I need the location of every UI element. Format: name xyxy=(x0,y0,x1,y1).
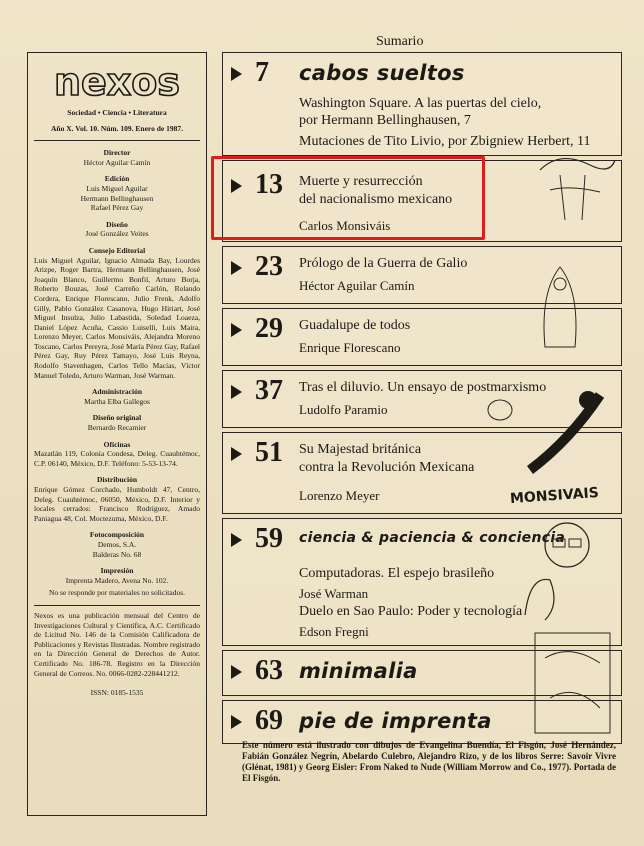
distribucion-text: Enrique Gómez Corchado, Humboldt 47, Centro, Deleg. Cuauhtémoc, 06050, México, D.F. Interior y locales cerrados: Francisco Rodríguez, Amado Paniagua 48, Col. Moctezuma, México, D.F. xyxy=(34,485,200,523)
disclaimer: No se responde por materiales no solicitados. xyxy=(48,588,185,598)
page-number: 7 xyxy=(255,57,269,88)
edicion-label: Edición xyxy=(104,174,130,184)
consejo-label: Consejo Editorial xyxy=(88,245,146,255)
about-text: Nexos es una publicación mensual del Centro de Investigaciones Cultural y Científica, A.C. Certificado de Licitud No. 146 de la Comisión Calificadora de Publicaciones y Revistas Ilustradas. Nombre registrado en la Dirección General de Derechos de Autor. Certificado No. 186-78. Registro en la Dirección General de Correos. No. 0066-0282-228441212. xyxy=(34,610,200,678)
fotocomposicion-name: Demos, S.A. xyxy=(97,539,137,549)
diseno-original-name: Bernardo Recamier xyxy=(87,423,147,433)
entry-title: Computadoras. El espejo brasileño xyxy=(299,566,495,581)
section-title: ciencia & paciencia & conciencia xyxy=(299,530,566,546)
arrow-icon xyxy=(231,447,242,461)
entry-author: José Warman xyxy=(299,586,369,601)
entry-author: Héctor Aguilar Camín xyxy=(299,278,415,293)
entry-author: Edson Fregni xyxy=(299,624,369,639)
section-title: minimalia xyxy=(299,659,418,683)
page-number: 59 xyxy=(255,523,283,554)
entry-title: Tras el diluvio. Un ensayo de postmarxismo xyxy=(299,380,547,395)
page-number: 51 xyxy=(255,437,283,468)
diseno-original-label: Diseño original xyxy=(92,413,142,423)
edicion-name: Rafael Pérez Gay xyxy=(90,203,144,213)
issue-info: Año X. Vol. 10. Núm. 109. Enero de 1987. xyxy=(51,123,183,133)
masthead-column xyxy=(27,52,207,816)
entry-title: Guadalupe de todos xyxy=(299,318,411,333)
illustration-credits: Este número está ilustrado con dibujos de Evangelina Buendía, El Fisgón, José Hernández, Fabián González Negrín, Abelardo Culebro, Alejandro Rizo, y de los libros Serre: Savoir Vivre (Glénat, 1981) y Georg Eisler: From Naked to Nude (William Morrow and Co., 1977). Portada de El Fisgón. xyxy=(242,740,616,783)
monsivais-caption: MONSIVAIS xyxy=(509,484,600,508)
tagline: Sociedad • Ciencia • Literatura xyxy=(67,108,167,117)
selection-highlight xyxy=(211,156,485,240)
section-title: pie de imprenta xyxy=(299,709,492,733)
arrow-icon xyxy=(231,67,242,81)
page-number: 37 xyxy=(255,375,283,406)
entry-title: Mutaciones de Tito Livio, por Zbigniew Herbert, 11 xyxy=(299,134,591,149)
cowboy-sketch-icon xyxy=(520,130,620,230)
diseno-label: Diseño xyxy=(106,219,128,229)
admin-name: Martha Elba Gallegos xyxy=(84,396,150,406)
toc-title: Sumario xyxy=(376,34,424,49)
oficinas-label: Oficinas xyxy=(103,439,131,449)
director-label: Director xyxy=(103,148,131,158)
fotocomposicion-address: Balderas No. 68 xyxy=(92,549,142,559)
arrow-icon xyxy=(231,665,242,679)
impresion-text: Imprenta Madero, Avena No. 102. xyxy=(65,575,169,585)
edicion-name: Luis Miguel Aguilar xyxy=(86,183,148,193)
entry-author: Enrique Florescano xyxy=(299,340,401,355)
issn: ISSN: 0185-1535 xyxy=(90,688,144,698)
entry-author: Lorenzo Meyer xyxy=(299,488,380,503)
diseno-name: José González Veites xyxy=(85,229,149,239)
nexos-logo xyxy=(47,61,187,105)
page-number: 69 xyxy=(255,705,283,736)
skeleton-sketch-icon xyxy=(530,628,615,738)
director-name: Héctor Aguilar Camín xyxy=(83,157,151,167)
entry-title: Washington Square. A las puertas del cielo, xyxy=(299,96,542,111)
figures-sketch-icon xyxy=(470,380,610,490)
virgin-sketch-icon xyxy=(525,262,595,352)
oficinas-text: Mazatlán 119, Colonia Condesa, Deleg. Cuauhtémoc, C.P. 06140, México, D.F. Teléfono: 5-53-13-74. xyxy=(34,449,200,468)
fotocomposicion-label: Fotocomposición xyxy=(89,530,145,540)
distribucion-label: Distribución xyxy=(96,475,137,485)
page-number: 63 xyxy=(255,655,283,686)
section-title: cabos sueltos xyxy=(299,61,465,85)
arrow-icon xyxy=(231,385,242,399)
entry-title: del nacionalismo mexicano xyxy=(299,192,453,207)
page-number: 13 xyxy=(255,169,283,200)
impresion-label: Impresión xyxy=(100,566,134,576)
entry-title: Prólogo de la Guerra de Galio xyxy=(299,256,468,271)
entry-title: contra la Revolución Mexicana xyxy=(299,460,475,475)
page-number: 29 xyxy=(255,313,283,344)
edicion-name: Hermann Bellinghausen xyxy=(80,193,154,203)
arrow-icon xyxy=(231,715,242,729)
entry-title: Muerte y resurrección xyxy=(299,174,423,189)
arrow-icon xyxy=(231,261,242,275)
arrow-icon xyxy=(231,533,242,547)
entry-title: Duelo en Sao Paulo: Poder y tecnología xyxy=(299,604,523,619)
svg-text:nexos: nexos xyxy=(53,61,181,104)
entry-author: Ludolfo Paramio xyxy=(299,402,388,417)
consejo-names: Luis Miguel Aguilar, Ignacio Almada Bay, Lourdes Arizpe, Roger Bartra, Hermann Bellinghausen, José Joaquín Blanco, Guillermo Bonfil, Arturo Borja, Roberto Bouzas, José Carreño Carlón, Rolando Cordera, Enrique Florescano, Julio Frenk, Adolfo Gilly, Pablo González Casanova, Hugo Hiriart, José Miguel Insulza, Julio Labastida, Soledad Loaeza, Daniel López Acuña, Cassio Luiselli, Luis Maira, Lorenzo Meyer, Carlos Monsiváis, Alejandra Moreno Toscano, Carlos Pereyra, José María Pérez Gay, Rafael Pérez Gay, Ruy Pérez Tamayo, José Luis Reyna, Rodolfo Stavenhagen, Carlos Tello Macías, Víctor Manuel Toledo, Arturo Warman, José Warman. xyxy=(34,255,200,380)
admin-label: Administración xyxy=(91,387,142,397)
arrow-icon xyxy=(231,323,242,337)
entry-title: por Hermann Bellinghausen, 7 xyxy=(299,113,471,128)
entry-author: Carlos Monsiváis xyxy=(299,218,391,233)
entry-title: Su Majestad británica xyxy=(299,442,422,457)
page-number: 23 xyxy=(255,251,283,282)
monsivais-cat-sketch-icon xyxy=(505,505,615,625)
